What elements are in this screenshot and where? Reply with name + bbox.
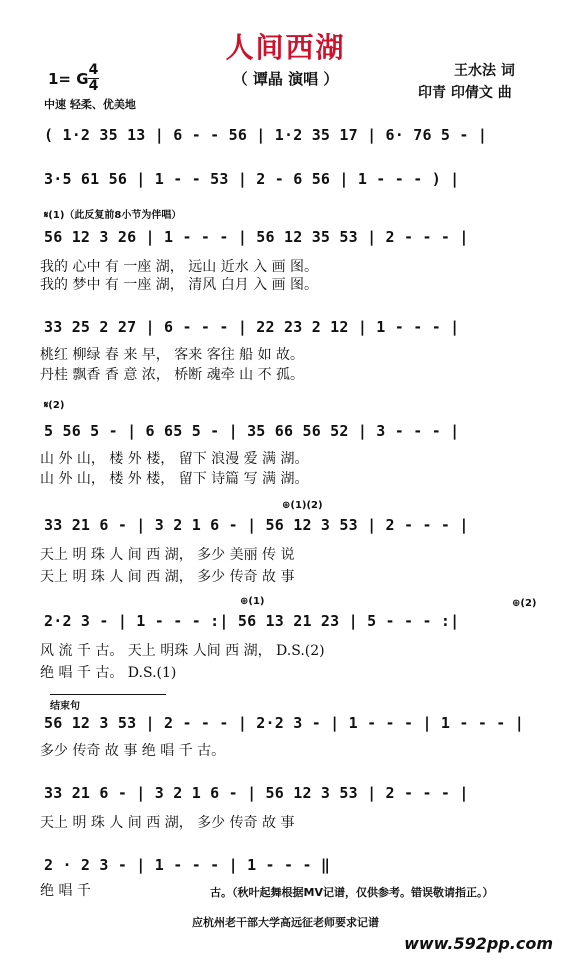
lyric-row-3a: 我的 心中 有 一座 湖， 远山 近水 入 画 图。 — [40, 259, 319, 275]
score-row-5: 5 56 5 - | 6 65 5 - | 35 66 56 52 | 3 - - - | — [44, 422, 460, 440]
lyric-row-9: 天上 明 珠 人 间 西 湖， 多少 传奇 故 事 — [40, 815, 295, 831]
song-title: 人间西湖 — [225, 31, 346, 64]
lyric-row-4a: 桃红 柳绿 春 来 早， 客来 客往 船 如 故。 — [40, 347, 305, 363]
lyric-row-5b: 山 外 山， 楼 外 楼， 留下 诗篇 写 满 湖。 — [40, 471, 309, 487]
lyric-row-5a: 山 外 山， 楼 外 楼， 留下 浪漫 爱 满 湖。 — [40, 451, 309, 467]
tempo-marking: 中速 轻柔、优美地 — [44, 98, 136, 111]
ending-phrase-label: 结束句 — [50, 694, 166, 712]
score-row-10: 2 · 2 3 - | 1 - - - | 1 - - - ‖ — [44, 856, 331, 874]
composer: 印青 印倩文 曲 — [418, 85, 512, 101]
score-row-3: 56 12 3 26 | 1 - - - | 56 12 35 53 | 2 - - - | — [44, 228, 469, 246]
score-row-2: 3·5 61 56 | 1 - - 53 | 2 - 6 56 | 1 - - - ) | — [44, 170, 460, 188]
repeat-note-1: 𝄋(1)（此反复前8小节为伴唱） — [44, 210, 182, 221]
lyric-row-7b: 绝 唱 千 古。 D.S.(1) — [40, 665, 177, 681]
segno-2: 𝄋(2) — [44, 400, 65, 411]
score-row-7: 2·2 3 - | 1 - - - :| 56 13 21 23 | 5 - - - :| — [44, 612, 460, 630]
lyric-row-8: 多少 传奇 故 事 绝 唱 千 古。 — [40, 743, 226, 759]
time-signature — [88, 64, 99, 93]
lyricist: 王水法 词 — [454, 63, 515, 79]
meter-top: 4 — [88, 62, 99, 78]
lyric-row-10a: 绝 唱 千 — [40, 883, 91, 899]
transcription-credit: 应杭州老干部大学高远征老师要求记谱 — [192, 916, 379, 929]
score-row-8: 56 12 3 53 | 2 - - - | 2·2 3 - | 1 - - - | 1 - - - | — [44, 714, 524, 732]
score-row-4: 33 25 2 27 | 6 - - - | 22 23 2 12 | 1 - - - | — [44, 318, 460, 336]
lyric-row-6a: 天上 明 珠 人 间 西 湖， 多少 美丽 传 说 — [40, 547, 295, 563]
lyric-row-3b: 我的 梦中 有 一座 湖， 清风 白月 入 画 图。 — [40, 277, 319, 293]
lyric-row-7a: 风 流 千 古。 天上 明珠 人间 西 湖， D.S.(2) — [40, 643, 325, 659]
coda-1-2: ⊕(1)(2) — [282, 500, 323, 511]
score-row-1: ( 1·2 35 13 | 6 - - 56 | 1·2 35 17 | 6· 76 5 - | — [44, 126, 488, 144]
meter-bottom: 4 — [88, 78, 99, 94]
lyric-row-4b: 丹桂 飘香 香 意 浓， 桥断 魂牵 山 不 孤。 — [40, 367, 305, 383]
score-row-6: 33 21 6 - | 3 2 1 6 - | 56 12 3 53 | 2 - - - | — [44, 516, 469, 534]
coda-1: ⊕(1) — [240, 596, 265, 607]
lyric-row-10b: 古。（秋叶起舞根据MV记谱，仅供参考。错误敬请指正。） — [210, 886, 494, 899]
coda-2: ⊕(2) — [512, 598, 537, 609]
site-watermark[interactable]: www.592pp.com — [404, 934, 553, 953]
lyric-row-6b: 天上 明 珠 人 间 西 湖， 多少 传奇 故 事 — [40, 569, 295, 585]
singer: （ 谭晶 演唱 ） — [232, 70, 339, 88]
key-signature: 1= G — [48, 70, 89, 88]
score-row-9: 33 21 6 - | 3 2 1 6 - | 56 12 3 53 | 2 - - - | — [44, 784, 469, 802]
